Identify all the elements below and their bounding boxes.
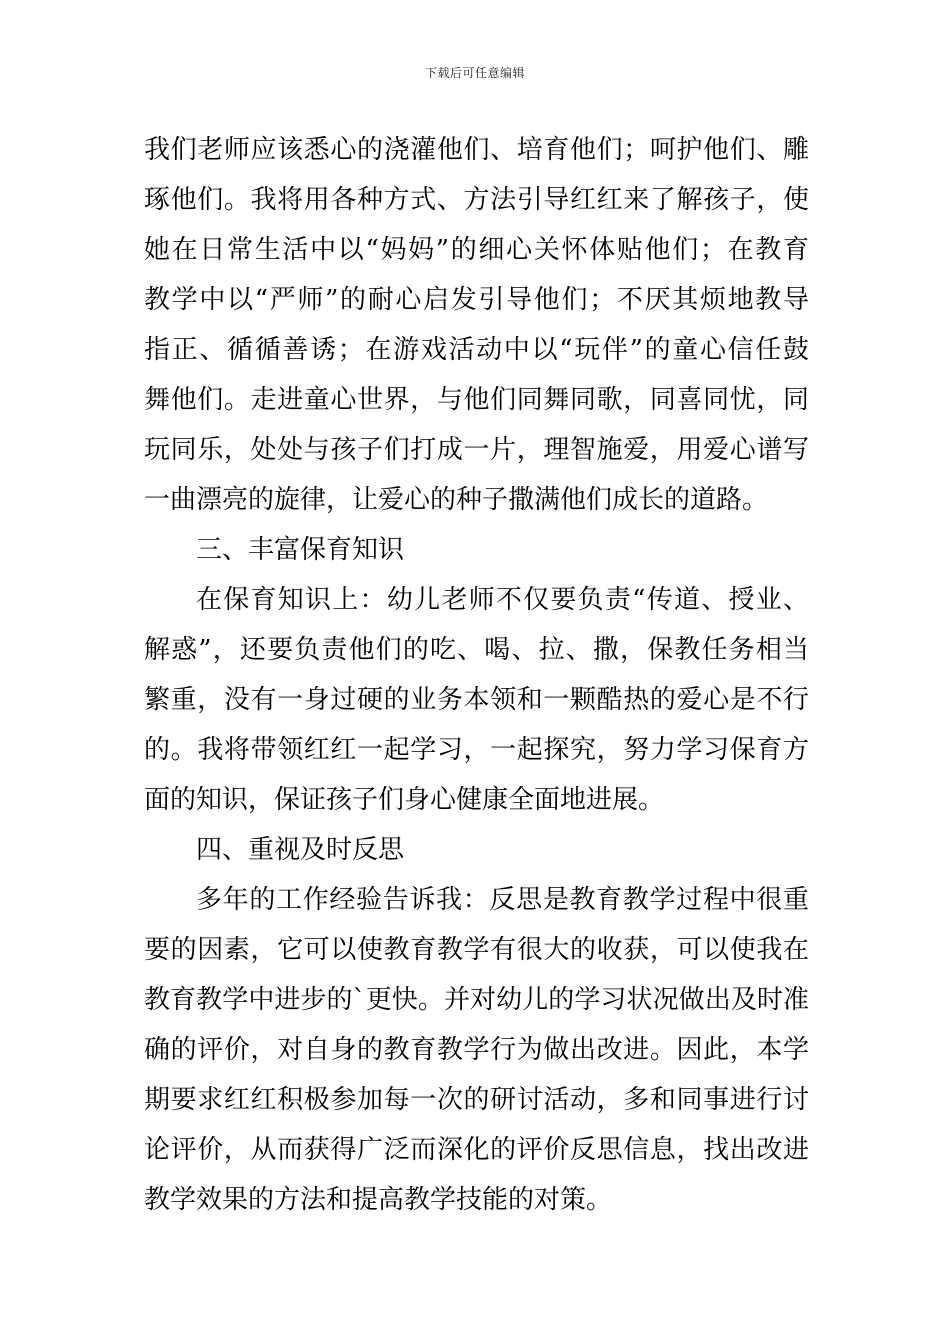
text-line: 一曲漂亮的旋律，让爱心的种子撒满他们成长的道路。 [144, 485, 769, 515]
text-line: 论评价，从而获得广泛而深化的评价反思信息，找出改进 [144, 1135, 809, 1165]
text-line: 玩同乐，处处与孩子们打成一片，理智施爱，用爱心谱写 [144, 435, 809, 465]
text-line: 三、丰富保育知识 [196, 535, 405, 565]
text-line: 期要求红红积极参加每一次的研讨活动，多和同事进行讨 [144, 1085, 809, 1115]
text-line: 指正、循循善诱；在游戏活动中以“玩伴”的童心信任鼓 [144, 335, 809, 365]
text-line: 的。我将带领红红一起学习，一起探究，努力学习保育方 [144, 735, 809, 765]
text-line: 她在日常生活中以“妈妈”的细心关怀体贴他们；在教育 [144, 235, 809, 265]
text-line: 琢他们。我将用各种方式、方法引导红红来了解孩子，使 [144, 185, 809, 215]
text-line: 要的因素，它可以使教育教学有很大的收获，可以使我在 [144, 935, 809, 965]
text-line: 舞他们。走进童心世界，与他们同舞同歌，同喜同忧，同 [144, 385, 809, 415]
text-line: 教学效果的方法和提高教学技能的对策。 [144, 1185, 613, 1215]
text-line: 四、重视及时反思 [196, 835, 405, 865]
text-line: 解惑”，还要负责他们的吃、喝、拉、撒，保教任务相当 [144, 635, 809, 665]
text-line: 教育教学中进步的`更快。并对幼儿的学习状况做出及时准 [144, 985, 809, 1015]
text-line: 繁重，没有一身过硬的业务本领和一颗酷热的爱心是不行 [144, 685, 809, 715]
document-body [144, 125, 809, 1225]
text-line: 确的评价，对自身的教育教学行为做出改进。因此，本学 [144, 1035, 809, 1065]
text-line: 我们老师应该悉心的浇灌他们、培育他们；呵护他们、雕 [144, 135, 809, 165]
text-line: 面的知识，保证孩子们身心健康全面地进展。 [144, 785, 665, 815]
text-line: 多年的工作经验告诉我：反思是教育教学过程中很重 [196, 885, 809, 915]
page-header: 下载后可任意编辑 [424, 66, 525, 80]
text-line: 在保育知识上：幼儿老师不仅要负责“传道、授业、 [196, 585, 809, 615]
text-line: 教学中以“严师”的耐心启发引导他们；不厌其烦地教导 [144, 285, 809, 315]
